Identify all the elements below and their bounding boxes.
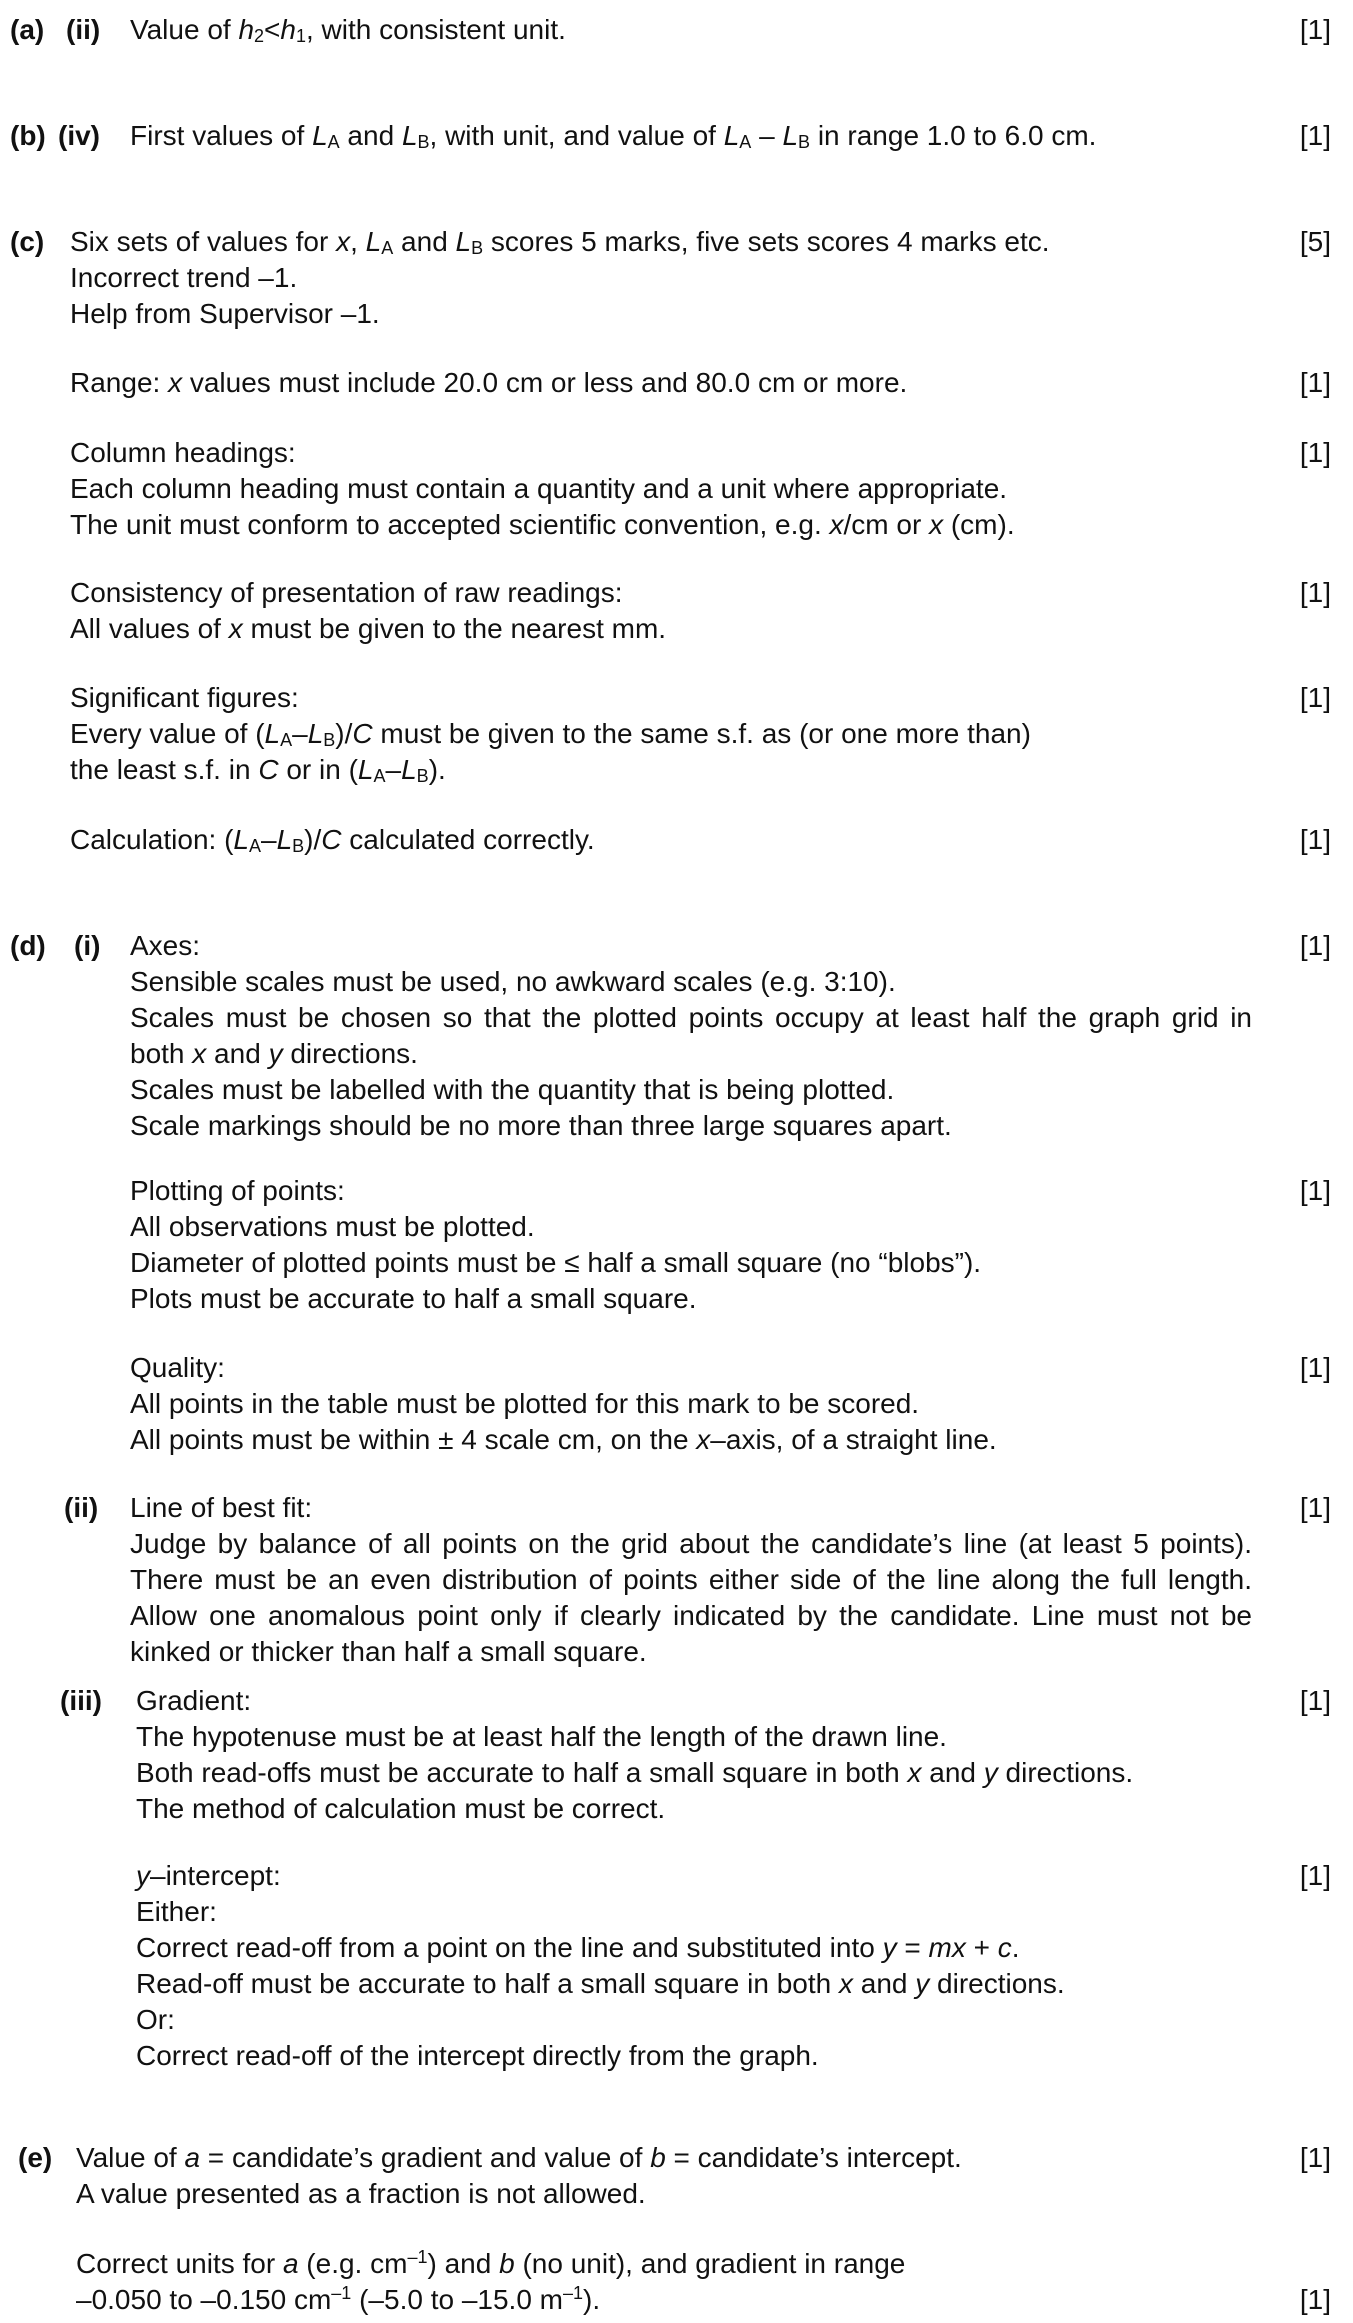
criterion-line: All observations must be plotted.	[130, 1211, 535, 1242]
criterion-block	[136, 1858, 1065, 2074]
criterion-text: Range: x values must include 20.0 cm or less and 80.0 cm or more.	[70, 367, 908, 398]
criterion-title: Axes:	[130, 930, 201, 961]
criterion-line: Every value of $(L_A-L_B)/C$ must be given to the same s.f. as (or one more than)	[70, 718, 1031, 750]
criterion-line: All points must be within ± 4 scale cm, on the x–axis, of a straight line.	[130, 1424, 997, 1455]
criterion-text: Calculation: $(L_A-L_B)/C$ calculated correctly.	[70, 824, 595, 856]
criterion-line: Both read-offs must be accurate to half a small square in both x and y directions.	[136, 1757, 1134, 1788]
criterion-title: y–intercept:	[136, 1860, 281, 1891]
criterion-line: Diameter of plotted points must be ≤ half a small square (no “blobs”).	[130, 1247, 982, 1278]
criterion-title: Consistency of presentation of raw readings:	[70, 577, 623, 608]
criterion-line: Read-off must be accurate to half a small square in both x and y directions.	[136, 1968, 1065, 1999]
criterion-line: Sensible scales must be used, no awkward scales (e.g. 3:10).	[130, 966, 896, 997]
criterion-line: Scale markings should be no more than three large squares apart.	[130, 1110, 952, 1141]
criterion-block	[70, 575, 666, 647]
criterion-line: The hypotenuse must be at least half the length of the drawn line.	[136, 1721, 947, 1752]
criterion-block	[76, 2246, 905, 2318]
criterion-paragraph: Judge by balance of all points on the grid about the candidate’s line (at least 5 points). There must be an even distribution of points either side of the line along the full length. Allow one anomalous point only if clearly indicated by the candidate. Line must not be kinked or thicker than half a small square.	[130, 1528, 1252, 1667]
part-label: (e)	[18, 2142, 53, 2173]
criterion-title: Gradient:	[136, 1685, 252, 1716]
criterion-block	[130, 1350, 997, 1458]
criterion-line: –0.050 to –0.150 $cm^{-1}$ (–5.0 to –15.0 $m^{-1}$).	[76, 2283, 601, 2315]
mark-allocation: [1]	[1299, 14, 1331, 45]
mark-allocation: [1]	[1299, 824, 1331, 855]
subpart-label: (ii)	[64, 1492, 99, 1523]
mark-allocation: [1]	[1299, 2142, 1331, 2173]
criterion-block	[130, 1490, 1252, 1670]
criterion-line: Correct units for a (e.g. $cm^{-1}$) and b (no unit), and gradient in range	[76, 2247, 906, 2279]
criterion-block	[70, 435, 1015, 543]
criterion-title: Column headings:	[70, 437, 296, 468]
criterion-line: Help from Supervisor –1.	[70, 298, 380, 329]
criterion-line: Six sets of values for x, $L_A$ and $L_B$ scores 5 marks, five sets scores 4 marks etc.	[70, 226, 1050, 258]
criterion-block	[136, 1683, 1133, 1827]
criterion-block	[76, 2140, 962, 2212]
subpart-label: (iii)	[60, 1685, 102, 1716]
mark-allocation: [1]	[1299, 2284, 1331, 2315]
criterion-title: Significant figures:	[70, 682, 299, 713]
criterion-line: the least s.f. in C or in $(L_A-L_B)$.	[70, 754, 446, 786]
part-label: (b)	[10, 120, 46, 151]
subpart-label: (i)	[74, 930, 101, 961]
mark-allocation: [1]	[1299, 1685, 1331, 1716]
criterion-title: Line of best fit:	[130, 1492, 313, 1523]
criterion-text: Value of $h_2<h_1$, with consistent unit.	[130, 14, 566, 46]
criterion-line: The method of calculation must be correct.	[136, 1793, 666, 1824]
criterion-text: First values of $L_A$ and $L_B$, with unit, and value of $L_A - L_B$ in range 1.0 to 6.0 cm.	[130, 120, 1097, 152]
criterion-block	[130, 1173, 981, 1317]
criterion-sets	[70, 224, 1050, 332]
criterion-line: All points in the table must be plotted for this mark to be scored.	[130, 1388, 920, 1419]
criterion-line: The unit must conform to accepted scientific convention, e.g. x/cm or x (cm).	[70, 509, 1015, 540]
mark-allocation: [1]	[1299, 1492, 1331, 1523]
mark-allocation: [1]	[1299, 930, 1331, 961]
criterion-line: Correct read-off from a point on the line and substituted into y = mx + c.	[136, 1932, 1020, 1963]
part-label: (a)	[10, 14, 45, 45]
criterion-block	[130, 928, 1252, 1144]
criterion-line: Correct read-off of the intercept directly from the graph.	[136, 2040, 819, 2071]
mark-allocation: [1]	[1299, 437, 1331, 468]
criterion-block	[70, 680, 1031, 788]
criterion-line: All values of x must be given to the nearest mm.	[70, 613, 667, 644]
criterion-line: A value presented as a fraction is not allowed.	[76, 2178, 646, 2209]
criterion-line: Either:	[136, 1896, 217, 1927]
criterion-line: Scales must be labelled with the quantity that is being plotted.	[130, 1074, 895, 1105]
criterion-line: Plots must be accurate to half a small square.	[130, 1283, 697, 1314]
part-label: (d)	[10, 930, 46, 961]
criterion-line: Incorrect trend –1.	[70, 262, 298, 293]
criterion-title: Plotting of points:	[130, 1175, 345, 1206]
subpart-label: (iv)	[58, 120, 100, 151]
mark-allocation: [1]	[1299, 1352, 1331, 1383]
criterion-line: Or:	[136, 2004, 175, 2035]
mark-allocation: [1]	[1299, 1175, 1331, 1206]
criterion-title: Quality:	[130, 1352, 225, 1383]
mark-allocation: [1]	[1299, 682, 1331, 713]
criterion-line: Each column heading must contain a quantity and a unit where appropriate.	[70, 473, 1008, 504]
mark-allocation: [1]	[1299, 577, 1331, 608]
subpart-label: (ii)	[66, 14, 101, 45]
criterion-line: Scales must be chosen so that the plotted points occupy at least half the graph grid in both x and y directions.	[130, 1002, 1252, 1069]
mark-allocation: [1]	[1299, 1860, 1331, 1891]
mark-allocation: [5]	[1299, 226, 1331, 257]
mark-allocation: [1]	[1299, 367, 1331, 398]
criterion-line: Value of a = candidate’s gradient and value of b = candidate’s intercept.	[76, 2142, 962, 2173]
part-label: (c)	[10, 226, 45, 257]
mark-allocation: [1]	[1299, 120, 1331, 151]
